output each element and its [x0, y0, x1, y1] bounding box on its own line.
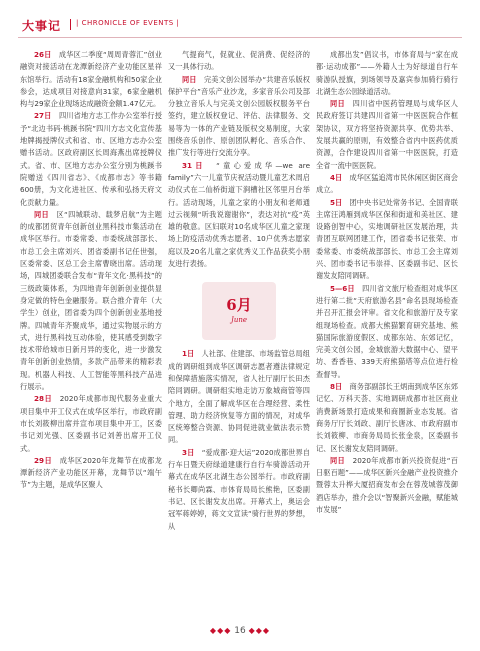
footer-ornament-right: ◆◆◆ [248, 626, 271, 635]
section-subtitle: | CHRONICLE OF EVENTS | [76, 19, 180, 27]
event-date: 3日 [182, 447, 195, 457]
event-entry [168, 49, 310, 74]
event-date: 5—6日 [330, 283, 355, 293]
event-entry [316, 172, 458, 197]
event-entry [168, 160, 310, 271]
event-text: 四川省文旅厅检查组对成华区进行第二批“天府旅游名县”命名县现场检查并召开汇报会评审。省文化和旅游厅及专家组现场检查。成都大熊猫繁育研究基地、熊猫国际旅游度假区、成都东站、东郊记忆，完美文创公园，金城旅游大数据中心、望平坊、香香巷、339天府熊猫塔等点位进行检查督导。 [316, 283, 458, 379]
event-entry [20, 393, 162, 454]
event-text: 商务部副部长王炳南到成华区东郊记忆、万科天荟、实地调研成都市社区商业消费新场景打造成果和商圈新业态发展。省商务厅厅长刘政、副厅长唐冰、市政府副市长刘筱柳、市商务局局长张金泉，区委副书记、区长谢发友陪同调研。 [316, 382, 458, 453]
event-text: 区“四城联动、载梦启航”为主题的成都团贸青年创新创业黑科技市集活动在成华区举行。市委常委、市委统战部部长、市总工会主席刘兴、团省委副书记任世强，区委常委、区总工会主席曹晓出席。活动现场，四城团委联合发布“青年文化·黑科技”的三级政策体系，为四地青年创新创业提供显身定做的特色金融服务。联合推介青年（大学生）创业，团省委为四个创新创业基地授牌。四城青年齐聚成华，通过实物展示的方式，进行黑科技互动体验，使其感受到数字技术带给城市日新月异的变化，进一步激发青年创新创业热情，多款产品带来的精彩表现。机器人科技、人工智能等黑科技产品进行展示。 [20, 209, 162, 392]
event-date: 8日 [330, 382, 343, 392]
event-text: 四川省中医药管理局与成华区人民政府签订共建四川省第一中医医院合作框架协议，双方将坚持资源共享、优势共举、发展共赢的原则，有效整合省内中医药优质资源，合作建设四川省第一中医医院，打造全省一流中医医院。 [316, 99, 458, 170]
event-date: 28日 [34, 394, 53, 404]
event-entry [20, 110, 162, 208]
event-entry [316, 197, 458, 283]
column-1 [20, 49, 162, 614]
event-entry [316, 98, 458, 172]
event-date: 同日 [34, 209, 50, 219]
event-text: 2020年成都市现代服务业重大项目集中开工仪式在成华区举行，市政府副市长刘筱柳出席并宣布项目集中开工，区委书记刘光强、区委副书记刘善出席开工仪式。 [20, 394, 162, 453]
event-text: 人社部、住建部、市场监管总局组成的调研组到成华区调研志愿者遵法律规定和保障措施落实情况，省人社厅副厅长田杰陪同调研。调研组实地走访万象城商管等四个地方，全面了解成华区在合理经营、柔性管理、助力经济恢复等方面的情况，对成华区统筹整合资源、协同促进就业做法表示赞同。 [168, 349, 310, 445]
event-text: “爱成都·迎大运”2020成都世界自行车日暨天府绿道建康行自行车骑游活动开幕式在成华区北湖生态公园举行。市政府副秘书长卿尚霖、市体育局局长熊艳，区委副书记、区长谢发友出席。开幕式上，奥运会冠军蒋婷婷，蒋文文宣读“骑行世界的梦想，从 [168, 447, 310, 531]
event-text: 成华区2020年龙舞节在成都龙潭新经济产业功能区开幕，龙舞节以“端午节”为主题，是成华区聚人 [20, 455, 162, 490]
event-entry [316, 49, 458, 98]
event-date: 26日 [34, 50, 52, 59]
event-entry [316, 381, 458, 455]
event-text: 团中央书记处常务书记、全国青联主席汪鸿雁到成华区保和街道和美社区、建设路创智中心，实地调研社区发展治理，共青团互联网团建工作，团省委书记张荣、市委常委、市委统战部部长、市总工会主席刘兴、团市委书记韦崇祥、区委副书记、区长谢发友陪同调研。 [316, 197, 458, 281]
event-entry [316, 283, 458, 381]
column-2 [168, 49, 310, 614]
event-text: 成都出发”倡议书，市体育局与“家在成都·运动成都”——外籍人士为好绿道自行车骑游队授旗，到场领导及嘉宾参加骑行骑行北湖生态公园绿道活动。 [316, 50, 458, 96]
event-entry [20, 49, 162, 110]
event-date: 同日 [330, 455, 346, 465]
event-date: 同日 [330, 99, 346, 109]
event-entry [20, 455, 162, 492]
month-banner [202, 282, 276, 340]
event-entry [168, 447, 310, 533]
event-text: 成华区二季度“周周青蓉汇”创业融资对接活动在龙潭新经济产业功能区星祥东馆举行。活动有18家金融机构和50家企业参会，达成项目对接意向31家，6家金融机构与29家企业现场达成融资金额1.47亿元。 [20, 50, 162, 109]
page-footer [0, 626, 480, 636]
event-text: “童心爱成华—we are family”六一儿童节庆祝活动暨儿童艺术周启动仪式在二仙桥街道下涧槽社区邻里月台举行。活动现场，儿童之家的小朋友和老师通过云视频“听我说谢谢你”，表达对抗“疫”英雄的敬意。区妇联对10名成华区儿童之家现场上防疫活动优秀志愿者、10户优秀志愿家庭以及20名儿童之家优秀义工作品获奖小朋友进行表扬。 [168, 160, 310, 269]
month-label-en: June [231, 316, 247, 325]
header-rule [18, 37, 462, 38]
section-title: 大事记 [22, 19, 62, 33]
month-label: 6月 [226, 296, 252, 315]
event-date: 同日 [182, 74, 197, 84]
event-entry [168, 348, 310, 446]
event-date: 1日 [182, 349, 195, 359]
event-text: 气提商气，促就业、促消费、促经济的又一具体行动。 [168, 50, 310, 72]
event-date: 5日 [330, 197, 343, 207]
article-body [20, 49, 460, 614]
event-date: 27日 [34, 111, 52, 121]
event-entry [20, 209, 162, 393]
event-date: 31日 [182, 160, 206, 170]
event-entry [168, 74, 310, 160]
event-text: 完美文创公园举办“共建音乐版权保护平台”音乐产业沙龙，多家音乐公司及部分独立音乐人与完美文创公园版权服务平台签约，建立版权登记、评估、法律服务、交易等为一体的产业链及版权交易制度，大家围绕音乐创作、原创团队孵化、音乐合作、推广发行等进行交流分享。 [168, 74, 310, 158]
event-text: 四川省地方志工作办公室举行授予“北边书码·桃蹊书院”四川方志文化宣传基地牌揭授牌仪式和省、市、区地方志办公室赠书活动。区政府副区长周海燕出席授牌仪式。省、市、区地方志办公室分别为桃蹊书院赠送《四川省志》、《成都市志》等书籍600册，为文化进社区、传承和弘扬天府文化贡献力量。 [20, 111, 162, 207]
header-divider [70, 19, 71, 30]
page-number: 16 [234, 626, 246, 636]
event-date: 29日 [34, 455, 53, 465]
column-3 [316, 49, 458, 614]
event-text: 2020年成都市新兴投资促进“百日驱百题”——成华区新兴金融产业投资推介暨蓉太升桦大厦招商发布会在蓉茂城蓉茂御酒店举办，推介会以“智聚新兴金融，赋能城市发展” [316, 455, 458, 514]
footer-ornament-left: ◆◆◆ [209, 626, 232, 635]
event-text: 成华区猛追湾市民休闲区街区商会成立。 [316, 172, 458, 195]
event-entry [316, 455, 458, 516]
event-date: 4日 [330, 172, 343, 182]
page-header [0, 0, 480, 46]
